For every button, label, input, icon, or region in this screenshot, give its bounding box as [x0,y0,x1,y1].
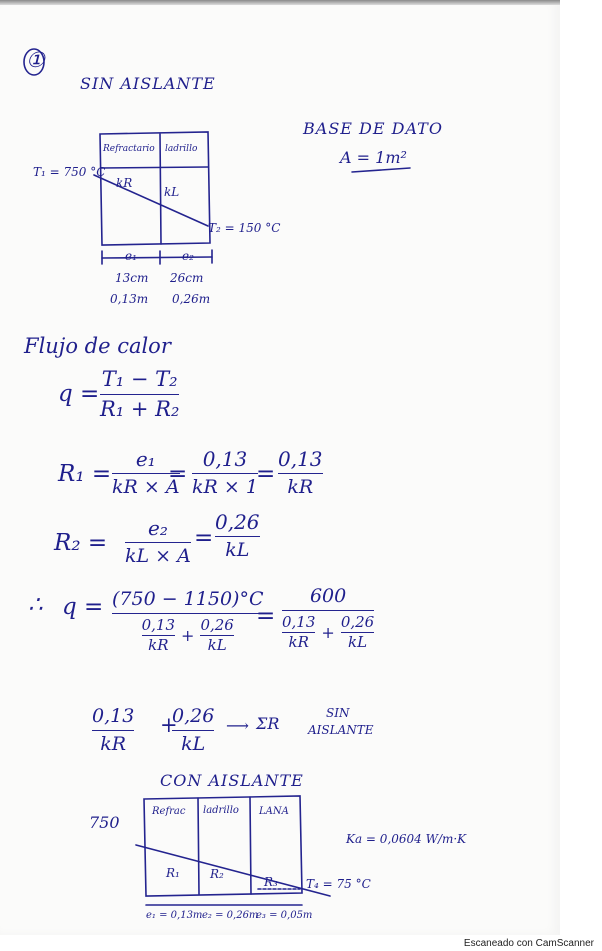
wall2-e1: e₁ = 0,13m [146,910,203,921]
wall2-e3: e₃ = 0,05m [256,910,313,921]
conductivity-k2: kL [164,185,180,199]
eq-r1-frac2-num: 0,13 [202,447,248,471]
eq-q2-rhs-a-num: 0,13 [282,613,316,631]
eq-r2-frac1-den: kL × A [125,545,191,567]
wall2-layer3-label: LANA [259,806,289,817]
eq-r1-equals-2: = [256,461,276,487]
eq-sum-frac-b [172,707,214,754]
eq-q2-rhs-numerator: 600 [309,585,347,607]
thickness-e1-cm: 13cm [115,271,149,285]
eq-sum-frac-a [92,707,134,754]
layer1-label: Refractario [103,144,155,154]
eq-q2-denominator [142,618,234,653]
thickness-e2-m: 0,26m [172,292,211,306]
title-with-insulation: CON AISLANTE [160,771,304,790]
wall2-r1: R₁ [166,866,180,880]
eq-sum-note-2: AISLANTE [308,723,374,737]
area-value: A = 1m² [340,148,407,167]
eq-q2-rhs-a-den: kR [288,633,309,651]
eq-q2-rhs-b-den: kL [347,633,368,651]
eq-q2-numerator: (750 − 1150)°C [112,588,264,610]
thickness-e2-cm: 26cm [170,271,204,285]
eq-q2-equals: = [256,603,276,629]
insulation-conductivity: Ka = 0,0604 W/m·K [346,832,467,846]
eq-r2-frac2-num: 0,26 [215,510,260,534]
data-base-heading: BASE DE DATO [303,119,443,138]
eq-q-numerator: T₁ − T₂ [101,367,178,391]
wall2-r3: R₃ [264,875,278,889]
eq-r1-frac3-den: kR [287,476,314,498]
eq-sum-a-den: kR [100,733,127,755]
eq-q2-den-a-num: 0,13 [141,616,176,634]
wall2-layer2-label: ladrillo [203,805,239,816]
eq-q-fraction [100,369,179,420]
wall2-t4: T₄ = 75 °C [306,877,371,891]
heat-flow-title: Flujo de calor [24,334,171,358]
thickness-e2: e₂ [182,249,194,263]
eq-q2-rhs-fraction [282,587,374,650]
eq-q-denominator: R₁ + R₂ [100,397,180,421]
wall2-e2: e₂ = 0,26m [202,910,259,921]
thickness-e1-m: 0,13m [110,292,149,306]
eq-r2-frac2-den: kL [225,539,250,561]
eq-r1-lhs: R₁ = [58,461,112,487]
eq-sum-note-1: SIN [326,706,350,720]
wall2-r2: R₂ [210,867,224,881]
eq-r1-frac1-num: e₁ [135,447,156,471]
eq-q2-den-b-den: kL [207,636,227,654]
eq-r1-frac3 [278,449,323,497]
eq-q2-den-plus: + [181,625,195,645]
eq-r2-frac2 [215,512,260,560]
eq-sum-plus: + [160,713,178,737]
layer2-label: ladrillo [165,144,198,154]
eq-r2-lhs: R₂ = [54,530,108,556]
eq-r2-frac1 [125,518,191,566]
eq-r2-frac1-num: e₂ [148,516,168,540]
scan-edge-shadow [0,0,560,5]
temperature-t2: T₂ = 150 °C [208,221,281,235]
eq-sum-arrow: ⟶ [226,716,249,735]
eq-q2-lhs: q = [62,594,104,620]
eq-sum-result: ΣR [256,714,280,733]
eq-sum-b-den: kL [181,733,206,755]
eq-q-lhs: q = [58,381,100,407]
eq-q2-rhs-denominator [282,615,374,650]
eq-r1-equals: = [168,461,188,487]
wall2-left-temperature: 750 [89,813,120,832]
eq-r1-frac3-num: 0,13 [278,447,323,471]
eq-r1-frac2 [192,449,258,497]
eq-r1-frac2-den: kR × 1 [192,476,258,498]
eq-q2-fraction [112,590,263,653]
eq-sum-a-num: 0,13 [92,705,135,727]
eq-r2-equals: = [194,525,214,551]
eq-r1-frac1-den: kR × A [112,476,180,498]
temperature-t1: T₁ = 750 °C [33,165,106,179]
therefore-symbol: ∴ [28,592,43,618]
thickness-e1: e₁ [125,249,137,263]
eq-q2-rhs-b-num: 0,26 [340,613,375,631]
scanner-watermark: Escaneado con CamScanner [463,938,594,949]
problem-number: ① [26,48,45,72]
wall2-layer1-label: Refrac [152,806,186,817]
eq-sum-b-num: 0,26 [172,705,215,727]
eq-q2-den-b-num: 0,26 [200,616,234,634]
eq-q2-rhs-plus: + [321,622,335,642]
title-no-insulation: SIN AISLANTE [80,74,216,93]
conductivity-k1: kR [116,176,133,190]
eq-q2-den-a-den: kR [148,636,169,654]
